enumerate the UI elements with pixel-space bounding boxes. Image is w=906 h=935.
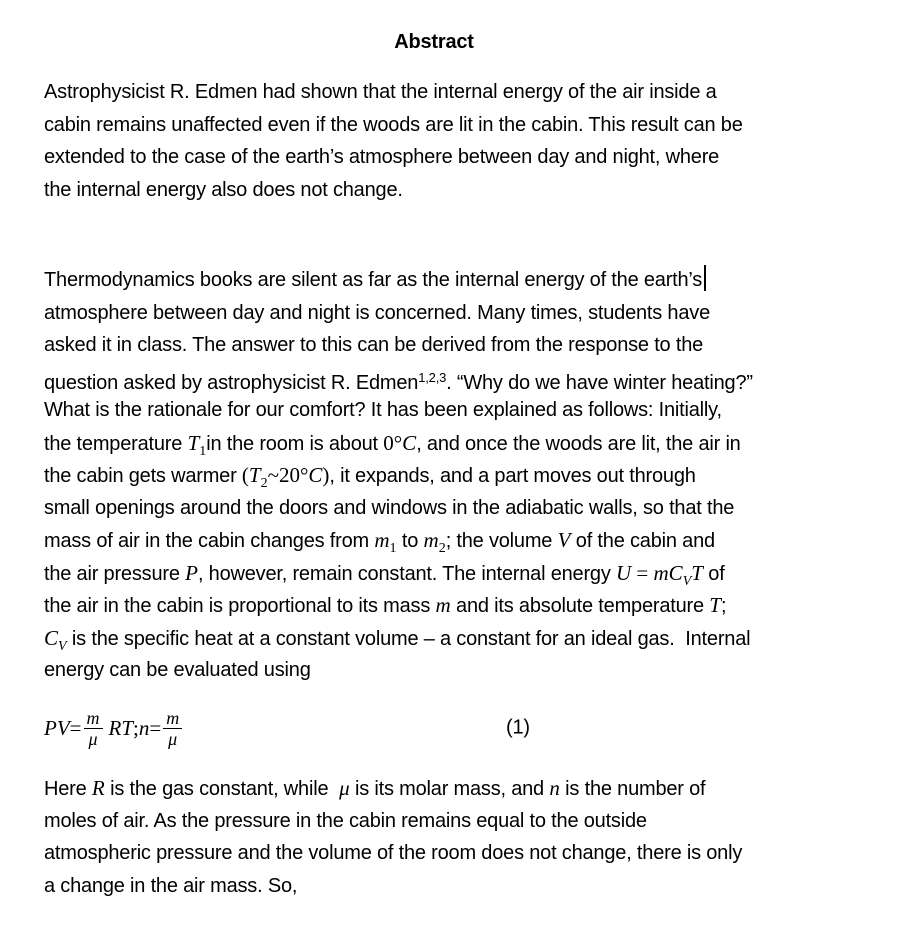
text-segment: moles of air. As the pressure in the cabin remains equal to the outside: [44, 809, 647, 832]
text-segment: What is the rationale for our comfort? It has been explained as follows: Initially,: [44, 399, 722, 421]
text-segment: ; the volume: [445, 530, 558, 552]
text-line: [44, 805, 874, 838]
text-line: [44, 329, 874, 362]
text-line: [44, 870, 874, 903]
text-segment: n: [549, 776, 560, 800]
fraction-denominator: μ: [88, 728, 98, 749]
text-segment: mC: [653, 560, 683, 585]
text-line: [44, 109, 874, 142]
text-segment: PV: [44, 715, 70, 740]
text-segment: V: [682, 573, 692, 589]
text-segment: the air pressure: [44, 562, 186, 585]
text-cursor: [704, 265, 706, 291]
text-line: [44, 264, 874, 297]
fraction-numerator: m: [84, 708, 103, 729]
text-segment: C: [44, 625, 59, 650]
text-segment: C: [402, 430, 417, 455]
text-segment: is the number of: [559, 778, 706, 800]
text-line: [44, 362, 874, 395]
text-segment: V: [557, 528, 571, 552]
text-segment: ;: [720, 595, 727, 617]
text-segment: the cabin gets warmer: [44, 465, 242, 487]
text-segment: Astrophysicist R. Edmen had shown that the internal energy of the air inside a: [44, 81, 717, 103]
text-segment: 2: [438, 541, 446, 556]
text-segment: n: [138, 715, 150, 740]
text-segment: T: [248, 463, 261, 487]
text-segment: to: [396, 530, 424, 552]
text-line: [44, 654, 874, 687]
text-segment: is its molar mass, and: [349, 778, 550, 800]
text-line: [44, 459, 874, 492]
text-segment: C: [308, 463, 323, 487]
text-segment: =: [631, 560, 654, 585]
text-segment: of the cabin and: [570, 530, 715, 552]
text-line: [44, 492, 874, 525]
text-line: [44, 557, 874, 590]
equation-number: (1): [506, 716, 530, 739]
text-segment: V: [58, 638, 67, 654]
text-line: [44, 76, 874, 109]
text-segment: m: [423, 528, 439, 552]
text-segment: question asked by astrophysicist R. Edmen: [44, 371, 419, 394]
fraction-denominator: μ: [168, 728, 178, 749]
fraction-numerator: m: [163, 708, 182, 729]
text-segment: in the room is about: [206, 432, 384, 455]
text-line: [44, 589, 874, 622]
equation-1: [44, 697, 874, 759]
text-segment: energy can be evaluated using: [44, 659, 311, 681]
text-segment: the internal energy also does not change.: [44, 178, 403, 201]
text-segment: =: [149, 715, 162, 740]
text-segment: Here: [44, 778, 92, 800]
text-segment: RT: [108, 715, 134, 740]
text-line: [44, 141, 874, 174]
text-line: [44, 174, 874, 207]
text-segment: asked it in class. The answer to this can be derived from the response to the: [44, 334, 704, 356]
text-segment: extended to the case of the earth’s atmosphere between day and night, where: [44, 146, 720, 168]
text-segment: T: [187, 430, 200, 455]
text-segment: , and once the woods are lit, the air in: [416, 432, 741, 455]
text-segment: is the gas constant, while: [104, 778, 340, 800]
fraction: [163, 708, 182, 749]
text-line: [44, 622, 874, 655]
text-segment: U: [616, 560, 632, 585]
text-segment: P: [185, 560, 198, 585]
text-segment: the air in the cabin is proportional to its mass: [44, 595, 436, 617]
text-segment: Thermodynamics books are silent as far as the internal energy of the earth’s: [44, 269, 703, 291]
text-segment: (: [241, 463, 249, 487]
fraction: [84, 708, 103, 749]
text-line: [44, 524, 874, 557]
text-segment: 1: [199, 443, 207, 459]
text-segment: ): [322, 463, 330, 487]
body-paragraph: [44, 264, 874, 687]
text-segment: atmospheric pressure and the volume of the room does not change, there is only: [44, 842, 743, 864]
text-segment: R: [91, 776, 105, 800]
text-segment: T: [691, 560, 703, 585]
text-segment: , however, remain constant. The internal energy: [197, 562, 616, 585]
text-line: [44, 837, 874, 870]
text-segment: cabin remains unaffected even if the woods are lit in the cabin. This result can be: [44, 113, 743, 136]
text-segment: m: [374, 528, 390, 552]
abstract-paragraph: [44, 76, 874, 206]
text-segment: and its absolute temperature: [450, 595, 710, 617]
text-segment: 2: [260, 476, 268, 491]
text-segment: mass of air in the cabin changes from: [44, 530, 375, 552]
text-segment: μ: [339, 776, 350, 800]
text-segment: ;: [133, 715, 139, 740]
text-segment: a change in the air mass. So,: [44, 874, 298, 897]
equation-content: [44, 697, 188, 759]
text-segment: T: [709, 593, 721, 617]
superscript-reference: 1,2,3: [418, 369, 447, 385]
text-segment: . “Why do we have winter heating?”: [446, 371, 753, 394]
text-segment: 0°: [383, 430, 403, 455]
text-segment: , it expands, and a part moves out through: [329, 465, 696, 487]
text-segment: of: [702, 562, 725, 585]
text-segment: 1: [389, 541, 397, 556]
text-segment: m: [435, 593, 451, 617]
text-segment: atmosphere between day and night is concerned. Many times, students have: [44, 301, 711, 324]
text-segment: the temperature: [44, 432, 188, 455]
abstract-heading: Abstract: [394, 31, 474, 53]
text-line: [44, 297, 874, 330]
closing-paragraph: [44, 772, 874, 902]
text-line: [44, 394, 874, 427]
text-segment: =: [69, 715, 82, 740]
text-segment: small openings around the doors and windows in the adiabatic walls, so that the: [44, 496, 735, 519]
text-line: [44, 427, 874, 460]
text-segment: ~20°: [267, 463, 309, 487]
text-line: [44, 772, 874, 805]
text-segment: is the specific heat at a constant volume – a constant for an ideal gas. Internal: [66, 627, 751, 650]
